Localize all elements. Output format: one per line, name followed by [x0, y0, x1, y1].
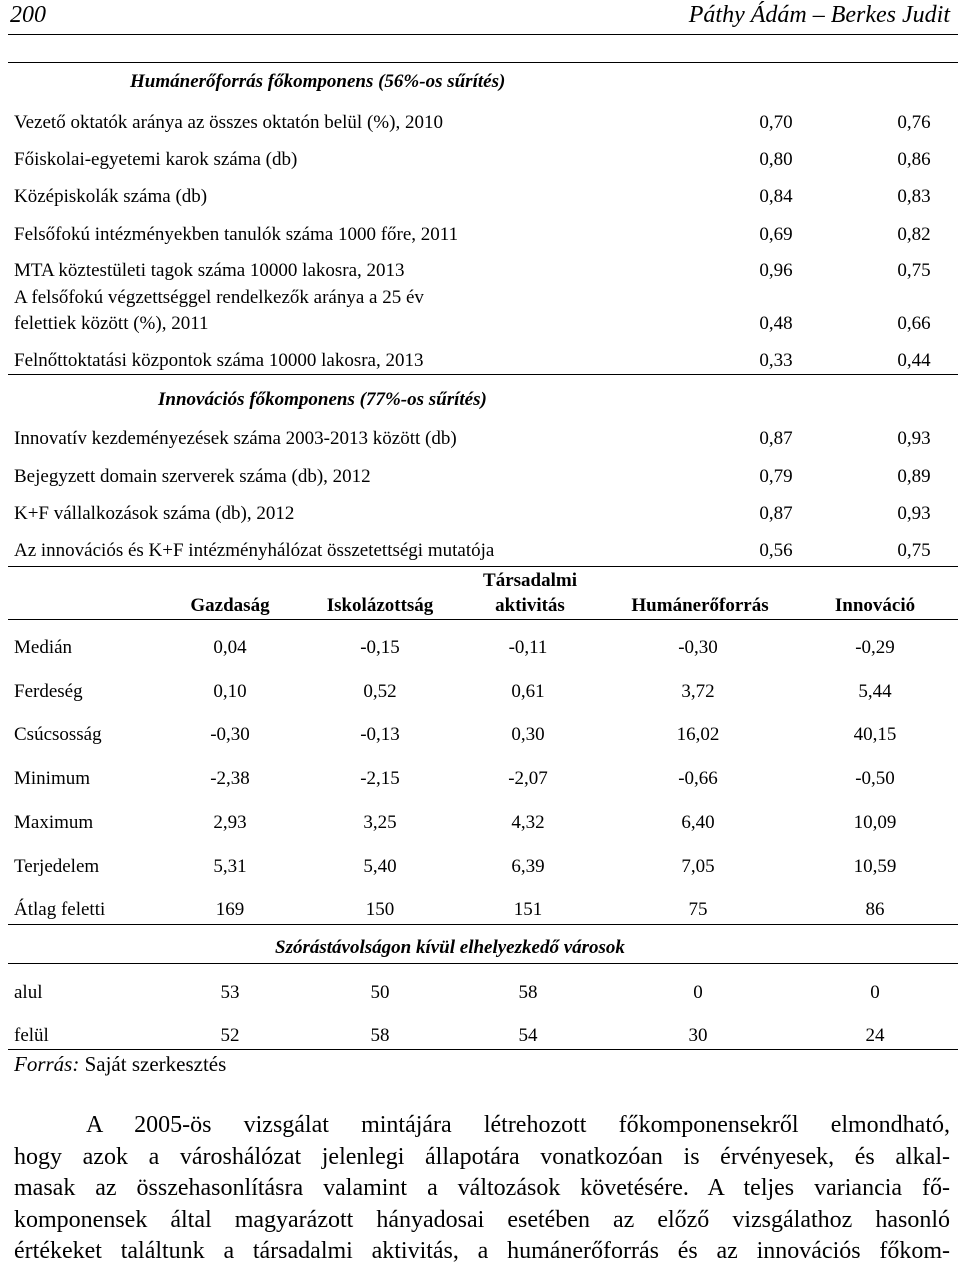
- loading-value-2: 0,82: [897, 224, 931, 245]
- outlier-title-rule: [8, 963, 958, 964]
- stat-value: 0: [693, 982, 703, 1003]
- section-title-human-resources: Humánerőforrás főkomponens (56%-os sűrítés): [130, 71, 506, 92]
- loading-value-2: 0,44: [897, 350, 931, 371]
- loading-value-1: 0,56: [759, 540, 793, 561]
- row-label: Átlag feletti: [14, 899, 106, 920]
- stat-value: 54: [518, 1025, 538, 1046]
- stat-value: 58: [518, 982, 538, 1003]
- row-label: Középiskolák száma (db): [14, 186, 208, 207]
- stat-value: 24: [865, 1025, 885, 1046]
- stat-value: 5,31: [213, 856, 247, 877]
- stat-value: -2,38: [210, 768, 250, 789]
- stat-value: 30: [688, 1025, 708, 1046]
- loading-value-2: 0,75: [897, 540, 931, 561]
- stat-value: 0: [870, 982, 880, 1003]
- loading-value-1: 0,79: [759, 466, 793, 487]
- loading-value-1: 0,87: [759, 503, 793, 524]
- row-label-line-1: A felsőfokú végzettséggel rendelkezők aránya a 25 év: [14, 287, 424, 308]
- stat-value: 50: [370, 982, 390, 1003]
- source-text: Saját szerkesztés: [79, 1052, 227, 1076]
- header-rule: [8, 34, 958, 35]
- stat-value: 10,59: [853, 856, 897, 877]
- column-header-iskolazottsag: Iskolázottság: [326, 595, 434, 616]
- section-divider-rule: [8, 374, 958, 375]
- stat-value: 5,40: [363, 856, 397, 877]
- loading-value-1: 0,87: [759, 428, 793, 449]
- row-label: Főiskolai-egyetemi karok száma (db): [14, 149, 298, 170]
- stat-value: -0,30: [210, 724, 250, 745]
- stat-value: 0,52: [363, 681, 397, 702]
- stats-divider-rule: [8, 924, 958, 925]
- row-label: Csúcsosság: [14, 724, 102, 745]
- paragraph-line: komponensek által magyarázott hányadosai esetében az előző vizsgálathoz hasonló: [14, 1206, 950, 1233]
- stat-value: -0,30: [678, 637, 718, 658]
- stat-value: 52: [220, 1025, 240, 1046]
- row-label: felül: [14, 1025, 49, 1046]
- stat-value: -0,29: [855, 637, 895, 658]
- stat-value: 75: [688, 899, 708, 920]
- source-label: Forrás:: [14, 1052, 80, 1076]
- column-header-aktivitas: aktivitás: [495, 595, 565, 616]
- row-label: Maximum: [14, 812, 94, 833]
- stat-value: -2,15: [360, 768, 400, 789]
- row-label: Felnőttoktatási központok száma 10000 lakosra, 2013: [14, 350, 424, 371]
- row-label: Az innovációs és K+F intézményhálózat összetettségi mutatója: [14, 540, 495, 561]
- row-label: Innovatív kezdeményezések száma 2003-2013 között (db): [14, 428, 457, 449]
- row-label: Bejegyzett domain szerverek száma (db), 2012: [14, 466, 371, 487]
- section-title-innovation: Innovációs főkomponens (77%-os sűrítés): [158, 389, 487, 410]
- stat-value: 16,02: [676, 724, 720, 745]
- loading-value-2: 0,83: [897, 186, 931, 207]
- running-header-authors: Páthy Ádám – Berkes Judit: [688, 2, 950, 28]
- stat-value: 3,25: [363, 812, 397, 833]
- row-label: Ferdeség: [14, 681, 83, 702]
- stat-value: 86: [865, 899, 885, 920]
- loading-value-2: 0,86: [897, 149, 931, 170]
- row-label: MTA köztestületi tagok száma 10000 lakosra, 2013: [14, 260, 405, 281]
- outlier-section-title: Szórástávolságon kívül elhelyezkedő városok: [275, 937, 625, 958]
- row-label: Minimum: [14, 768, 91, 789]
- stat-value: 6,39: [511, 856, 545, 877]
- stat-value: -0,15: [360, 637, 400, 658]
- stat-value: 151: [513, 899, 543, 920]
- stat-value: -0,50: [855, 768, 895, 789]
- column-header-tarsadalmi: Társadalmi: [483, 570, 577, 591]
- column-header-innovacio: Innováció: [834, 595, 916, 616]
- loading-value-1: 0,48: [759, 313, 793, 334]
- loading-value-1: 0,84: [759, 186, 793, 207]
- body-paragraph: [14, 1110, 950, 1268]
- loading-value-1: 0,96: [759, 260, 793, 281]
- table-bottom-rule: [8, 1049, 958, 1050]
- row-label-line-2: felettiek között (%), 2011: [14, 313, 209, 334]
- loading-value-1: 0,33: [759, 350, 793, 371]
- stat-value: 5,44: [858, 681, 892, 702]
- row-label: Terjedelem: [14, 856, 100, 877]
- row-label: Vezető oktatók aránya az összes oktatón belül (%), 2010: [14, 112, 443, 133]
- stat-value: 0,61: [511, 681, 545, 702]
- loading-value-2: 0,66: [897, 313, 931, 334]
- stat-value: 58: [370, 1025, 390, 1046]
- loading-value-1: 0,70: [759, 112, 793, 133]
- stat-value: 3,72: [681, 681, 715, 702]
- paragraph-line: hogy azok a városhálózat jelenlegi állapotára vonatkozóan is érvényesek, és alkal-: [14, 1143, 950, 1170]
- page-number: 200: [10, 2, 46, 28]
- loading-value-2: 0,93: [897, 503, 931, 524]
- stat-value: 2,93: [213, 812, 247, 833]
- stat-value: 10,09: [853, 812, 897, 833]
- paragraph-line: értékeket találtunk a társadalmi aktivitás, a humánerőforrás és az innovációs főkom-: [14, 1238, 950, 1264]
- stat-value: -0,66: [678, 768, 718, 789]
- stat-value: -2,07: [508, 768, 548, 789]
- stat-value: 0,30: [511, 724, 545, 745]
- stat-value: 0,10: [213, 681, 247, 702]
- paragraph-line: masak az összehasonlításra valamint a változások követésére. A teljes variancia fő-: [14, 1175, 950, 1201]
- stat-value: 0,04: [213, 637, 247, 658]
- stat-value: 169: [215, 899, 245, 920]
- table-mid-rule: [8, 566, 958, 567]
- row-label: Medián: [14, 637, 73, 658]
- loading-value-1: 0,69: [759, 224, 793, 245]
- stat-value: 40,15: [853, 724, 897, 745]
- stat-value: 7,05: [681, 856, 715, 877]
- paragraph-line: A 2005-ös vizsgálat mintájára létrehozott főkomponensekről elmondható,: [86, 1112, 950, 1138]
- loading-value-2: 0,93: [897, 428, 931, 449]
- stat-value: 6,40: [681, 812, 715, 833]
- table-top-rule: [8, 62, 958, 63]
- stat-value: 53: [220, 982, 240, 1003]
- loading-value-2: 0,75: [897, 260, 931, 281]
- stat-value: -0,13: [360, 724, 400, 745]
- column-header-gazdasag: Gazdaság: [190, 595, 270, 616]
- column-header-humaneroforras: Humánerőforrás: [631, 595, 769, 616]
- stat-value: 150: [365, 899, 395, 920]
- stat-value: -0,11: [508, 637, 548, 658]
- loading-value-2: 0,89: [897, 466, 931, 487]
- row-label: Felsőfokú intézményekben tanulók száma 1000 főre, 2011: [14, 224, 459, 245]
- source-note: [14, 1052, 226, 1077]
- loading-value-2: 0,76: [897, 112, 931, 133]
- stats-header-rule: [8, 619, 958, 620]
- row-label: alul: [14, 982, 43, 1003]
- row-label: K+F vállalkozások száma (db), 2012: [14, 503, 295, 524]
- stat-value: 4,32: [511, 812, 545, 833]
- loading-value-1: 0,80: [759, 149, 793, 170]
